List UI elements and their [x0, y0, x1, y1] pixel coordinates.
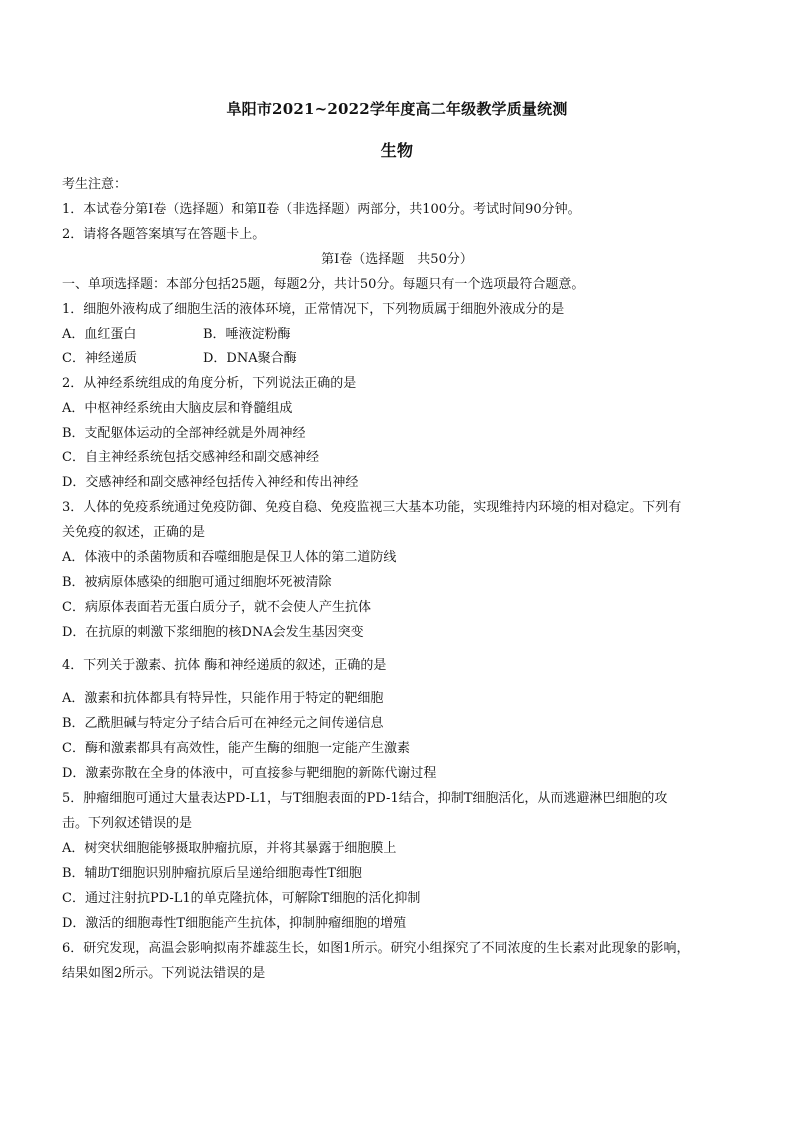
q4-stem: 4．下列关于激素、抗体 酶和神经递质的叙述，正确的是 [62, 658, 387, 673]
q5-option-c: C．通过注射抗PD-L1的单克隆抗体，可解除T细胞的活化抑制 [62, 891, 421, 906]
exam-title: 阜阳市2021~2022学年度高二年级教学质量统测 [226, 100, 568, 118]
q1-option-a: A．血红蛋白 [62, 327, 137, 342]
q5-stem-line-2: 击。下列叙述错误的是 [62, 816, 193, 831]
q2-option-b: B．支配躯体运动的全部神经就是外周神经 [62, 426, 306, 441]
notice-item-1: 1．本试卷分第Ⅰ卷（选择题）和第Ⅱ卷（非选择题）两部分，共100分。考试时间90分钟。 [62, 202, 581, 217]
notice-item-2: 2．请将各题答案填写在答题卡上。 [62, 227, 266, 242]
q4-option-a: A．激素和抗体都具有特异性，只能作用于特定的靶细胞 [62, 691, 384, 706]
q6-stem-line-2: 结果如图2所示。下列说法错误的是 [62, 966, 266, 981]
q3-stem-line-1: 3．人体的免疫系统通过免疫防御、免疫自稳、免疫监视三大基本功能，实现维持内环境的相对稳定。下列有 [62, 500, 682, 515]
q3-stem-line-2: 关免疫的叙述，正确的是 [62, 525, 206, 540]
q4-option-d: D．激素弥散在全身的体液中，可直接参与靶细胞的新陈代谢过程 [62, 766, 437, 781]
q4-option-c: C．酶和激素都具有高效性，能产生酶的细胞一定能产生激素 [62, 741, 410, 756]
q3-option-c: C．病原体表面若无蛋白质分子，就不会使人产生抗体 [62, 600, 371, 615]
section-heading: 一、单项选择题：本部分包括25题，每题2分，共计50分。每题只有一个选项最符合题意。 [62, 277, 585, 292]
q1-option-b: B．唾液淀粉酶 [203, 327, 291, 342]
q5-option-a: A．树突状细胞能够摄取肿瘤抗原，并将其暴露于细胞膜上 [62, 841, 397, 856]
q5-stem-line-1: 5．肿瘤细胞可通过大量表达PD-L1，与T细胞表面的PD-1结合，抑制T细胞活化，从而逃避淋巴细胞的攻 [62, 791, 668, 806]
q5-option-b: B．辅助T细胞识别肿瘤抗原后呈递给细胞毒性T细胞 [62, 866, 362, 881]
part1-heading: 第Ⅰ卷（选择题 共50分） [321, 252, 473, 267]
q5-option-d: D．激活的细胞毒性T细胞能产生抗体，抑制肿瘤细胞的增殖 [62, 916, 407, 931]
q1-stem: 1．细胞外液构成了细胞生活的液体环境，正常情况下，下列物质属于细胞外液成分的是 [62, 302, 565, 317]
q1-option-c: C．神经递质 [62, 351, 137, 366]
q2-stem: 2．从神经系统组成的角度分析，下列说法正确的是 [62, 376, 357, 391]
q3-option-b: B．被病原体感染的细胞可通过细胞坏死被清除 [62, 575, 332, 590]
notice-label: 考生注意： [62, 177, 128, 192]
q2-option-c: C．自主神经系统包括交感神经和副交感神经 [62, 450, 319, 465]
q4-option-b: B．乙酰胆碱与特定分子结合后可在神经元之间传递信息 [62, 716, 384, 731]
q1-option-d: D．DNA聚合酶 [203, 351, 297, 366]
q2-option-a: A．中枢神经系统由大脑皮层和脊髓组成 [62, 401, 293, 416]
q2-option-d: D．交感神经和副交感神经包括传入神经和传出神经 [62, 475, 359, 490]
q3-option-a: A．体液中的杀菌物质和吞噬细胞是保卫人体的第二道防线 [62, 550, 397, 565]
q6-stem-line-1: 6．研究发现，高温会影响拟南芥雄蕊生长，如图1所示。研究小组探究了不同浓度的生长素对此现象的影响， [62, 941, 690, 956]
subject-title: 生物 [380, 141, 414, 160]
q3-option-d: D．在抗原的刺激下浆细胞的核DNA会发生基因突变 [62, 625, 364, 640]
